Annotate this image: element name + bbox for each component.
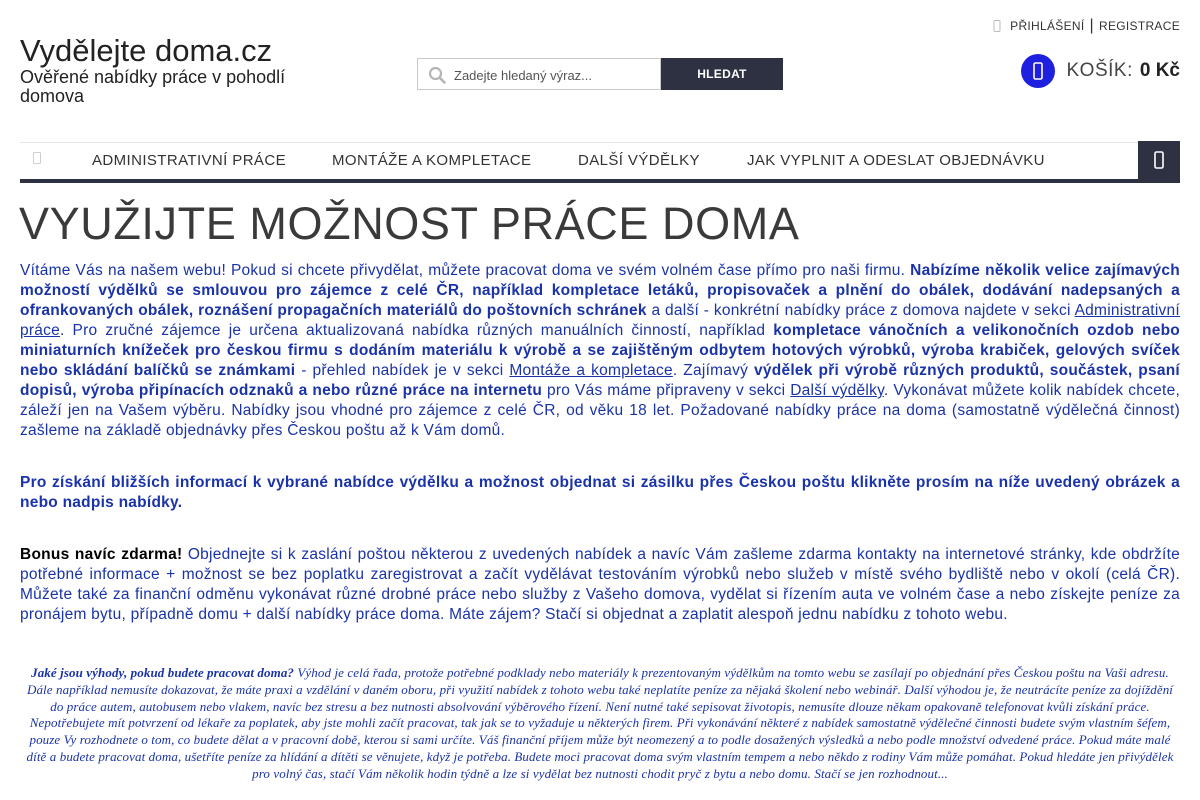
main-content — [20, 261, 1180, 783]
intro-text-1: Vítáme Vás na našem webu! Pokud si chcete přivydělat, můžete pracovat doma ve svém volném čase přímo pro naši firmu. — [20, 262, 911, 279]
cart-total: 0 Kč — [1139, 60, 1180, 81]
bonus-paragraph — [20, 545, 1180, 625]
site-logo[interactable] — [20, 34, 350, 106]
nav-item-montaze-a-kompletace[interactable]: MONTÁŽE A KOMPLETACE — [332, 152, 532, 169]
search-icon — [428, 66, 446, 84]
search-button[interactable]: HLEDAT — [661, 58, 783, 90]
link-montaze-a-kompletace[interactable]: Montáže a kompletace — [509, 362, 673, 379]
user-icon — [992, 20, 1002, 32]
bonus-lead: Bonus navíc zdarma! — [20, 546, 183, 563]
intro-text-6: pro Vás máme připraveny v sekci — [542, 382, 791, 399]
cart[interactable] — [1021, 53, 1181, 89]
bonus-text: Objednejte si k zaslání poštou některou z uvedených nabídek a navíc Vám zašleme zdarma kontakty na internetové stránky, kde obdržíte potřebné informace + možnost se bez poplatku zaregistrovat a začít vydělávat testováním výrobků nebo služeb v místě svého bydliště nebo v okolí (celá ČR). Můžete také za finanční odměnu vykonávat různé drobné práce nebo služby z Vašeho domova, vydělat si řízením auta ve volném čase a nebo získejte peníze za pronájem bytu, případně domu + další nabídky práce doma. Máte zájem? Stačí si objednat a zaplatit alespoň jednu nabídku z tohoto webu. — [20, 546, 1180, 623]
page-title: VYUŽIJTE MOŽNOST PRÁCE DOMA — [19, 198, 800, 249]
intro-text-2: a další - konkrétní nabídky práce z domova najdete v sekci — [646, 302, 1075, 319]
search-bar — [417, 58, 783, 90]
login-link[interactable]: PŘIHLÁŠENÍ — [1010, 19, 1085, 33]
intro-text-7: . Vykonávat můžete kolik nabídek chcete, záleží jen na Vašem výběru. Nabídky jsou vhodné pro zájemce z celé ČR, od věku 18 let. Požadované nabídky práce na doma (samostatně výdělečná činnost) zašleme na základě objednávky přes Českou poštu až k Vám domů. — [20, 382, 1181, 439]
cart-icon[interactable] — [1021, 54, 1055, 88]
search-box — [417, 58, 661, 90]
account-links — [992, 17, 1180, 35]
nav-item-dalsi-vydelky[interactable]: DALŠÍ VÝDĚLKY — [578, 152, 700, 169]
info-paragraph: Pro získání bližších informací k vybrané nabídce výdělku a možnost objednat si zásilku přes Českou poštu klikněte prosím na níže uvedený obrázek a nebo nadpis nabídky. — [20, 474, 1180, 511]
benefits-lead: Jaké jsou výhody, pokud budete pracovat doma? — [31, 665, 295, 680]
home-icon[interactable] — [32, 152, 42, 164]
intro-highlight-3: výdělek při výrobě různých produktů, součástek, psaní dopisů, výroba připínacích odznaků a nebo různé práce na internetu — [20, 362, 1180, 399]
intro-text-5: . Zajímavý — [672, 362, 755, 379]
intro-highlight-1: Nabízíme několik velice zajímavých možností výdělků se smlouvou pro zájemce z celé ČR, například kompletace letáků, propisovaček a plnění do obálek, dodávání nadepsaných a ofrankovaných obálek, roznášení propagačních materiálů do poštovních schránek — [20, 262, 1181, 319]
intro-paragraph — [20, 261, 1180, 441]
nav-item-administrativni-prace[interactable]: ADMINISTRATIVNÍ PRÁCE — [92, 152, 286, 169]
link-administrativni-prace[interactable]: Administrativní práce — [20, 302, 1180, 339]
search-input[interactable] — [452, 63, 656, 87]
benefits-text: Výhod je celá řada, protože potřebné podklady nebo materiály k prezentovaným výdělkům na tomto webu se zasílají po objednání přes Českou poštu na Vaši adresu. Dále například nemusíte dokazovat, že máte praxi a vzdělání v daném oboru, při využití nabídek z tohoto webu také neplatíte peníze za nějaká školení nebo webinář. Další výhodou je, že neutrácíte peníze za dojíždění do práce autem, autobusem nebo vlakem, navíc bez stresu a bez nutnosti absolvování výběrového řízení. Není nutné také sepisovat životopis, nemusíte dlouze někam opakovaně telefonovat kvůli získání práce. Nepotřebujete mít potvrzení od lékaře za poplatek, aby jste mohli začít pracovat, tak jak se to vyžaduje u některých firem. Při vykonávání některé z nabídek samostatně výdělečné činnosti budete svým vlastním šéfem, pouze Vy rozhodnete o tom, co budete dělat a v pracovní době, kterou si sami určíte. Váš finanční příjem může být neomezený a to podle dosažených výsledků a nebo podle množství odvedené práce. Pokud máte malé dítě a budete pracovat doma, ušetříte peníze za hlídání a dítěti se věnujete, když je potřeba. Budete moci pracovat doma svým vlastním tempem a nebo někdo z rodiny Vám může pomáhat. Pokud hledáte jen přivýdělek pro volný čas, stačí Vám několik hodin týdně a lze si vydělat bez nutnosti chodit pryč z bytu a nebo domu. Stačí se jen rozhodnout... — [26, 665, 1174, 781]
register-link[interactable]: REGISTRACE — [1098, 19, 1180, 33]
link-separator: | — [1089, 17, 1094, 34]
benefits-paragraph — [20, 665, 1180, 783]
intro-text-3: . Pro zručné zájemce je určena aktualizovaná nabídka různých manuálních činností, například — [60, 322, 774, 339]
logo-title[interactable]: Vydělejte doma.cz — [20, 33, 273, 68]
link-dalsi-vydelky[interactable]: Další výdělky — [790, 382, 884, 399]
menu-icon — [1154, 151, 1164, 169]
nav-item-jak-vyplnit-objednavku[interactable]: JAK VYPLNIT A ODESLAT OBJEDNÁVKU — [747, 152, 1045, 169]
intro-text-4: - přehled nabídek je v sekci — [295, 362, 510, 379]
main-navigation — [20, 142, 1180, 183]
logo-subtitle: Ověřené nabídky práce v pohodlí domova — [20, 67, 286, 106]
intro-highlight-2: kompletace vánočních a velikonočních ozdob nebo miniaturních knížeček pro českou firmu s dodáním materiálu k výrobě a se zajištěným odbytem hotových výrobků, výroba krabiček, gelových svíček nebo skládání balíčků se známkami — [20, 322, 1181, 379]
cart-label: KOŠÍK: — [1066, 60, 1133, 81]
menu-button[interactable] — [1138, 141, 1180, 179]
